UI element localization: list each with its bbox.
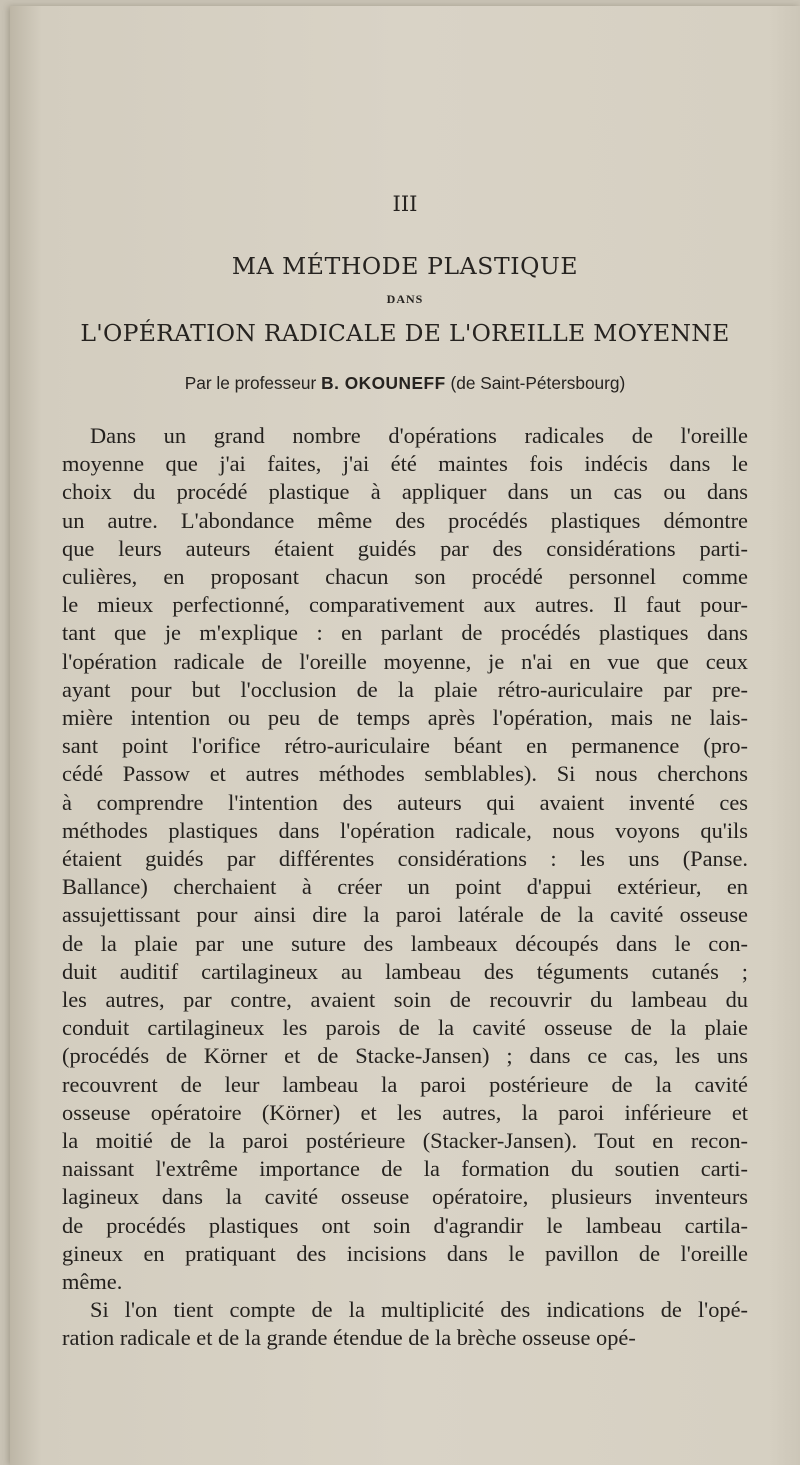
body-line: que leurs auteurs étaient guidés par des considérations parti-: [62, 535, 748, 561]
section-number: III: [392, 192, 418, 216]
body-line: mière intention ou peu de temps après l'opération, mais ne lais-: [62, 705, 748, 730]
body-line: osseuse opératoire (Körner) et les autres, la paroi inférieure et: [62, 1099, 748, 1125]
body-line: ration radicale et de la grande étendue de la brèche osseuse opé-: [62, 1325, 636, 1351]
byline: [10, 373, 800, 394]
body-line: gineux en pratiquant des incisions dans le pavillon de l'oreille: [62, 1240, 748, 1266]
body-line: lagineux dans la cavité osseuse opératoire, plusieurs inventeurs: [62, 1184, 748, 1210]
byline-prefix: Par le professeur: [184, 373, 317, 393]
body-line: (procédés de Körner et de Stacke-Jansen) ; dans ce cas, les uns: [62, 1043, 748, 1069]
body-line: duit auditif cartilagineux au lambeau des téguments cutanés ;: [62, 958, 748, 984]
body-line: assujettissant pour ainsi dire la paroi latérale de la cavité osseuse: [62, 902, 748, 928]
body-line: Ballance) cherchaient à créer un point d'appui extérieur, en: [62, 874, 748, 900]
title-line-2: L'OPÉRATION RADICALE DE L'OREILLE MOYENNE: [80, 319, 730, 347]
body-line: cédé Passow et autres méthodes semblables). Si nous cherchons: [62, 761, 748, 787]
body-line: ayant pour but l'occlusion de la plaie rétro-auriculaire par pre-: [62, 676, 748, 702]
author-name: B. OKOUNEFF: [321, 373, 446, 393]
body-line: le mieux perfectionné, comparativement aux autres. Il faut pour-: [62, 592, 748, 618]
body-line: étaient guidés par différentes considérations : les uns (Panse.: [62, 846, 748, 871]
title-connector: DANS: [386, 292, 424, 306]
body-line: un autre. L'abondance même des procédés plastiques démontre: [62, 507, 748, 533]
body-line: choix du procédé plastique à appliquer dans un cas ou dans: [62, 479, 748, 505]
body-line: conduit cartilagineux les parois de la cavité osseuse de la plaie: [62, 1015, 748, 1041]
page: [10, 6, 800, 1465]
body-line: sant point l'orifice rétro-auriculaire béant en permanence (pro-: [62, 733, 748, 759]
author-affiliation: (de Saint-Pétersbourg): [450, 373, 626, 393]
body-line: recouvrent de leur lambeau la paroi postérieure de la cavité: [62, 1071, 748, 1097]
title-line-1: MA MÉTHODE PLASTIQUE: [231, 252, 579, 280]
body-line: moyenne que j'ai faites, j'ai été maintes fois indécis dans le: [62, 451, 748, 477]
body-line: Si l'on tient compte de la multiplicité des indications de l'opé-: [90, 1297, 748, 1323]
body-line: Dans un grand nombre d'opérations radicales de l'oreille: [90, 423, 748, 448]
body-line: l'opération radicale de l'oreille moyenne, je n'ai en vue que ceux: [62, 648, 748, 674]
body-line: la moitié de la paroi postérieure (Stacker-Jansen). Tout en recon-: [62, 1128, 748, 1153]
body-line: de procédés plastiques ont soin d'agrandir le lambeau cartila-: [62, 1212, 748, 1238]
body-line: de la plaie par une suture des lambeaux découpés dans le con-: [62, 930, 748, 956]
body-line: à comprendre l'intention des auteurs qui avaient inventé ces: [62, 789, 748, 815]
body-line: les autres, par contre, avaient soin de recouvrir du lambeau du: [62, 987, 748, 1012]
body-line: culières, en proposant chacun son procédé personnel comme: [62, 564, 748, 589]
body-line: méthodes plastiques dans l'opération radicale, nous voyons qu'ils: [62, 817, 748, 843]
body-line: même.: [62, 1269, 123, 1294]
body-line: naissant l'extrême importance de la formation du soutien carti-: [62, 1156, 748, 1182]
body-line: tant que je m'explique : en parlant de procédés plastiques dans: [62, 620, 748, 646]
